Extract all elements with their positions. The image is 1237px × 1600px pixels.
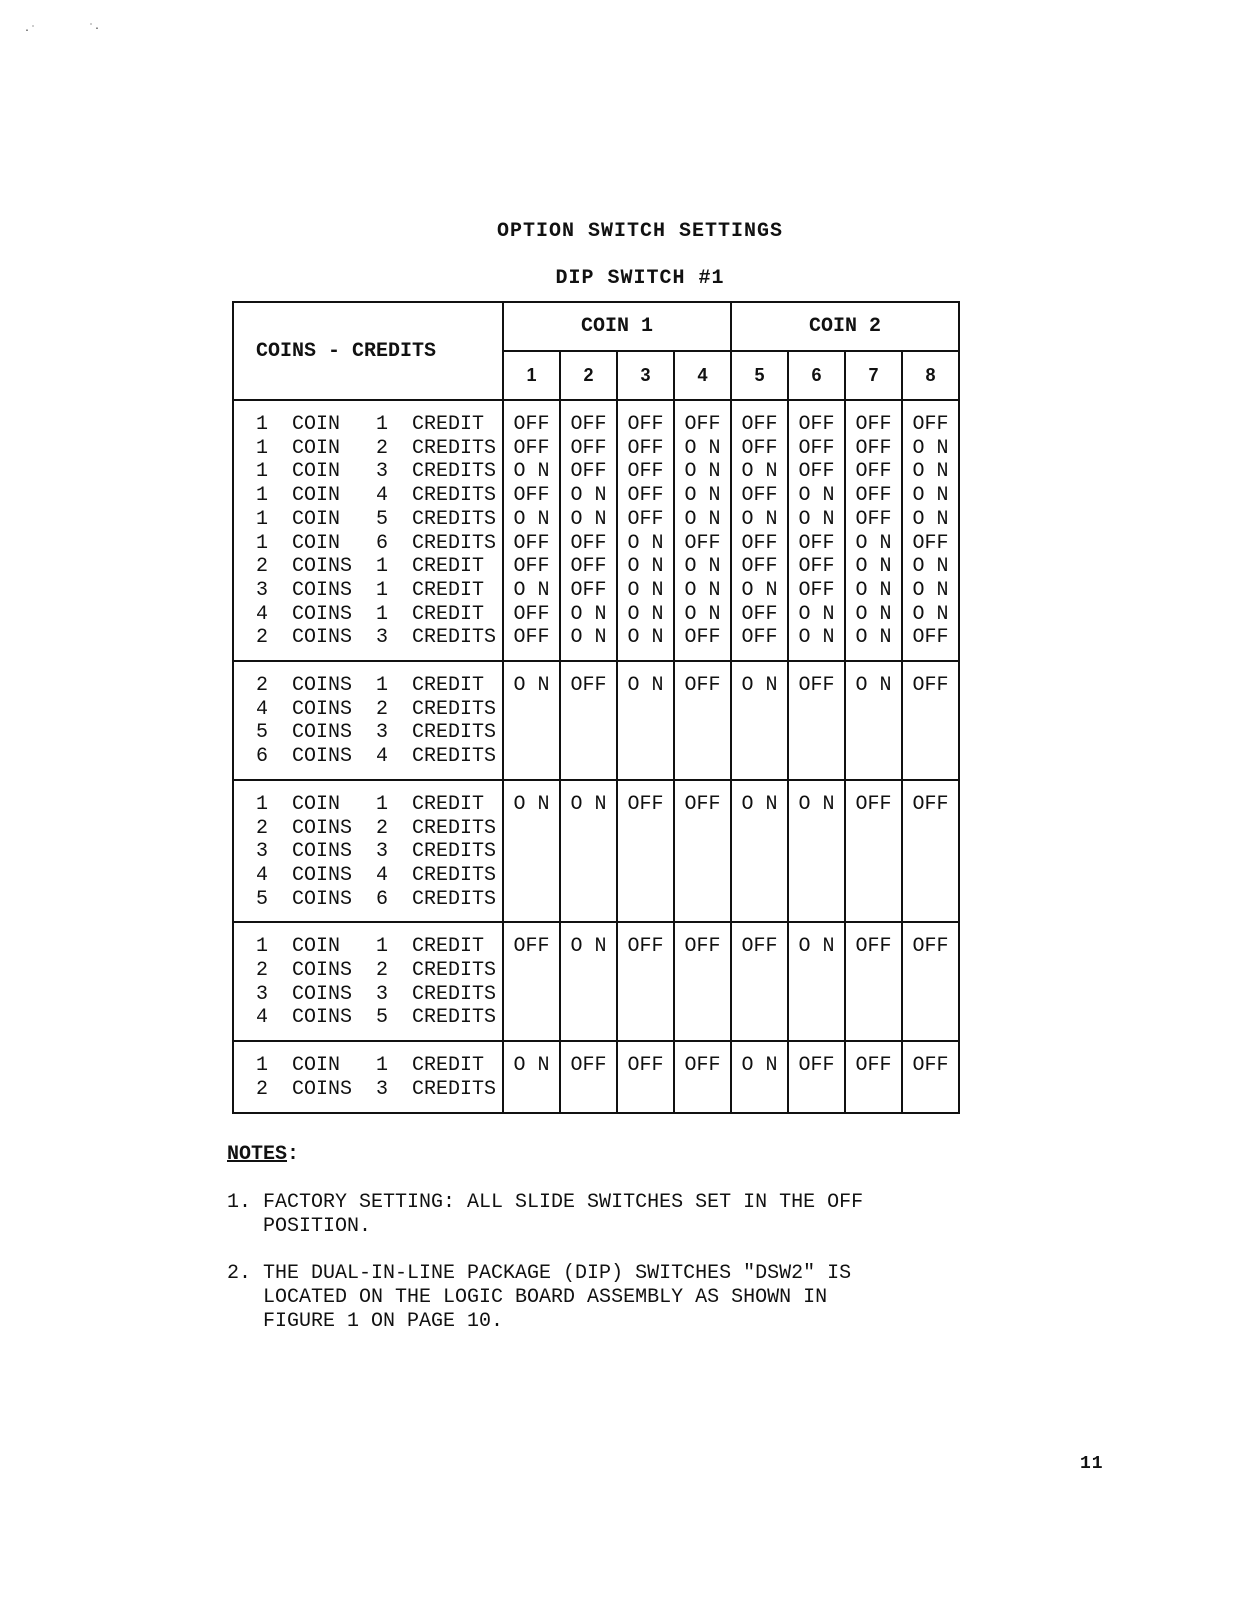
switch-6-cell — [788, 400, 845, 661]
switch-1-cell — [503, 400, 560, 661]
switch-setting: O N — [741, 1054, 778, 1078]
switch-setting: O N — [627, 555, 664, 579]
coins-credits-label: 2 COINS 3 CREDITS — [256, 1077, 497, 1101]
switch-setting: OFF — [741, 935, 778, 959]
switch-number-header: 5 — [731, 351, 788, 400]
switch-setting: O N — [912, 507, 949, 531]
coins-credits-label: 1 COIN 6 CREDITS — [256, 531, 497, 555]
coins-credits-header: COINS - CREDITS — [233, 302, 503, 400]
switch-4-cell — [674, 922, 731, 1041]
switch-setting: O N — [741, 792, 778, 816]
switch-setting: O N — [741, 674, 778, 698]
switch-4-cell — [674, 661, 731, 780]
switch-setting: OFF — [741, 626, 778, 650]
switch-setting: O N — [855, 555, 892, 579]
switch-6-cell — [788, 1041, 845, 1112]
switch-setting: OFF — [627, 792, 664, 816]
coins-credits-label: 2 COINS 2 CREDITS — [256, 816, 497, 840]
switch-setting: O N — [627, 602, 664, 626]
switch-setting: OFF — [855, 507, 892, 531]
switch-setting: OFF — [684, 674, 721, 698]
switch-setting: OFF — [570, 413, 607, 436]
switch-setting: O N — [684, 460, 721, 484]
switch-2-cell — [560, 661, 617, 780]
switch-setting: OFF — [855, 1054, 892, 1078]
switch-4-cell — [674, 1041, 731, 1112]
switch-8-cell — [902, 400, 959, 661]
switch-setting: OFF — [570, 460, 607, 484]
switch-setting: OFF — [570, 555, 607, 579]
switch-setting: O N — [513, 460, 550, 484]
coins-credits-label: 1 COIN 4 CREDITS — [256, 484, 497, 508]
switch-setting: O N — [855, 626, 892, 650]
switch-5-cell — [731, 780, 788, 923]
switch-setting: OFF — [627, 413, 664, 436]
switch-7-cell — [845, 661, 902, 780]
coins-credits-cell — [233, 922, 503, 1041]
switch-setting: OFF — [741, 484, 778, 508]
switch-setting: OFF — [798, 531, 835, 555]
coins-credits-cell — [233, 1041, 503, 1112]
coins-credits-cell — [233, 661, 503, 780]
switch-setting: OFF — [627, 436, 664, 460]
switch-setting: OFF — [513, 935, 550, 959]
switch-setting: O N — [570, 626, 607, 650]
switch-setting: O N — [570, 602, 607, 626]
coin-1-header: COIN 1 — [503, 302, 731, 351]
switch-5-cell — [731, 400, 788, 661]
switch-setting: OFF — [741, 555, 778, 579]
switch-setting: O N — [912, 460, 949, 484]
switch-setting: OFF — [912, 792, 949, 816]
table-row-group — [233, 400, 959, 661]
switch-setting: OFF — [798, 436, 835, 460]
switch-setting: OFF — [513, 484, 550, 508]
switch-number-header: 6 — [788, 351, 845, 400]
coins-credits-label: 2 COINS 1 CREDIT — [256, 674, 485, 698]
switch-3-cell — [617, 400, 674, 661]
switch-1-cell — [503, 780, 560, 923]
switch-setting: OFF — [912, 626, 949, 650]
switch-setting: O N — [741, 507, 778, 531]
coins-credits-label: 3 COINS 3 CREDITS — [256, 840, 497, 864]
switch-6-cell — [788, 780, 845, 923]
switch-setting: O N — [570, 935, 607, 959]
coins-credits-label: 2 COINS 2 CREDITS — [256, 959, 497, 983]
note-item: 2. THE DUAL-IN-LINE PACKAGE (DIP) SWITCHES "DSW2" IS LOCATED ON THE LOGIC BOARD ASSEMBLY AS SHOWN IN FIGURE 1 ON PAGE 10. — [227, 1262, 852, 1333]
switch-setting: OFF — [912, 1054, 949, 1078]
switch-setting: O N — [798, 484, 835, 508]
switch-setting: OFF — [627, 507, 664, 531]
switch-number-header: 8 — [902, 351, 959, 400]
switch-setting: OFF — [570, 578, 607, 602]
switch-setting: OFF — [741, 531, 778, 555]
switch-setting: O N — [912, 602, 949, 626]
switch-setting: OFF — [798, 674, 835, 698]
switch-number-header: 1 — [503, 351, 560, 400]
table-row-group — [233, 780, 959, 923]
switch-setting: O N — [684, 602, 721, 626]
coins-credits-label: 4 COINS 2 CREDITS — [256, 697, 497, 721]
switch-setting: OFF — [798, 578, 835, 602]
switch-7-cell — [845, 780, 902, 923]
switch-setting: OFF — [684, 413, 721, 436]
switch-setting: O N — [855, 602, 892, 626]
switch-setting: O N — [855, 674, 892, 698]
switch-setting: OFF — [627, 1054, 664, 1078]
switch-setting: O N — [570, 484, 607, 508]
switch-2-cell — [560, 400, 617, 661]
notes-heading — [227, 1143, 299, 1166]
switch-1-cell — [503, 661, 560, 780]
coin-2-header: COIN 2 — [731, 302, 959, 351]
switch-4-cell — [674, 780, 731, 923]
coins-credits-label: 4 COINS 5 CREDITS — [256, 1006, 497, 1030]
switch-setting: O N — [627, 626, 664, 650]
switch-5-cell — [731, 1041, 788, 1112]
notes-heading-colon: : — [287, 1143, 300, 1166]
scan-speck: ·˙ — [24, 26, 37, 37]
switch-setting: O N — [513, 507, 550, 531]
coins-credits-label: 2 COINS 1 CREDIT — [256, 555, 485, 579]
switch-setting: OFF — [684, 626, 721, 650]
coins-credits-label: 1 COIN 1 CREDIT — [256, 1054, 485, 1078]
switch-3-cell — [617, 922, 674, 1041]
note-item: 1. FACTORY SETTING: ALL SLIDE SWITCHES SET IN THE OFF POSITION. — [227, 1191, 864, 1238]
switch-1-cell — [503, 1041, 560, 1112]
coins-credits-label: 6 COINS 4 CREDITS — [256, 745, 497, 769]
switch-7-cell — [845, 1041, 902, 1112]
switch-8-cell — [902, 1041, 959, 1112]
switch-number-header: 2 — [560, 351, 617, 400]
switch-setting: OFF — [798, 413, 835, 436]
switch-setting: OFF — [513, 436, 550, 460]
coins-credits-label: 5 COINS 3 CREDITS — [256, 721, 497, 745]
coins-credits-label: 1 COIN 3 CREDITS — [256, 460, 497, 484]
switch-setting: OFF — [684, 531, 721, 555]
switch-setting: OFF — [627, 484, 664, 508]
switch-setting: OFF — [513, 531, 550, 555]
switch-setting: O N — [741, 460, 778, 484]
switch-setting: OFF — [855, 436, 892, 460]
switch-setting: OFF — [855, 413, 892, 436]
switch-setting: O N — [684, 484, 721, 508]
switch-setting: O N — [570, 507, 607, 531]
table-title: DIP SWITCH #1 — [555, 267, 725, 290]
switch-8-cell — [902, 780, 959, 923]
switch-setting: O N — [912, 578, 949, 602]
coins-credits-label: 1 COIN 5 CREDITS — [256, 507, 497, 531]
table-row-group — [233, 661, 959, 780]
coins-credits-label: 1 COIN 1 CREDIT — [256, 792, 485, 816]
switch-setting: O N — [684, 578, 721, 602]
notes-heading-text: NOTES — [227, 1143, 288, 1166]
switch-number-header: 7 — [845, 351, 902, 400]
coins-credits-label: 1 COIN 1 CREDIT — [256, 935, 485, 959]
switch-3-cell — [617, 661, 674, 780]
coins-credits-label: 4 COINS 1 CREDIT — [256, 602, 485, 626]
coins-credits-label: 1 COIN 1 CREDIT — [256, 413, 485, 436]
switch-2-cell — [560, 922, 617, 1041]
switch-setting: O N — [513, 674, 550, 698]
switch-setting: O N — [798, 935, 835, 959]
switch-setting: OFF — [855, 792, 892, 816]
switch-setting: OFF — [741, 602, 778, 626]
switch-setting: O N — [684, 436, 721, 460]
switch-setting: OFF — [627, 935, 664, 959]
switch-setting: OFF — [741, 413, 778, 436]
switch-8-cell — [902, 661, 959, 780]
switch-setting: OFF — [513, 555, 550, 579]
switch-setting: O N — [855, 531, 892, 555]
switch-5-cell — [731, 922, 788, 1041]
switch-4-cell — [674, 400, 731, 661]
switch-setting: OFF — [798, 555, 835, 579]
switch-setting: O N — [798, 626, 835, 650]
coins-credits-label: 5 COINS 6 CREDITS — [256, 887, 497, 911]
coins-credits-label: 3 COINS 3 CREDITS — [256, 982, 497, 1006]
coins-credits-label: 1 COIN 2 CREDITS — [256, 436, 497, 460]
switch-setting: OFF — [627, 460, 664, 484]
switch-setting: O N — [798, 507, 835, 531]
switch-setting: O N — [855, 578, 892, 602]
switch-setting: O N — [684, 507, 721, 531]
switch-setting: O N — [912, 484, 949, 508]
switch-setting: O N — [912, 436, 949, 460]
switch-setting: OFF — [684, 1054, 721, 1078]
switch-setting: OFF — [513, 626, 550, 650]
page-title: OPTION SWITCH SETTINGS — [496, 220, 784, 243]
switch-number-header: 3 — [617, 351, 674, 400]
switch-setting: O N — [912, 555, 949, 579]
switch-7-cell — [845, 922, 902, 1041]
dip-switch-table — [232, 301, 960, 1114]
table-row-group — [233, 922, 959, 1041]
switch-setting: O N — [627, 674, 664, 698]
switch-3-cell — [617, 1041, 674, 1112]
coins-credits-label: 4 COINS 4 CREDITS — [256, 863, 497, 887]
switch-2-cell — [560, 1041, 617, 1112]
coins-credits-label: 2 COINS 3 CREDITS — [256, 626, 497, 650]
switch-2-cell — [560, 780, 617, 923]
switch-setting: OFF — [855, 484, 892, 508]
switch-setting: O N — [741, 578, 778, 602]
switch-setting: OFF — [684, 792, 721, 816]
switch-number-header: 4 — [674, 351, 731, 400]
switch-setting: O N — [570, 792, 607, 816]
switch-setting: O N — [513, 1054, 550, 1078]
switch-6-cell — [788, 922, 845, 1041]
switch-setting: OFF — [570, 1054, 607, 1078]
switch-3-cell — [617, 780, 674, 923]
switch-setting: OFF — [912, 674, 949, 698]
switch-setting: OFF — [912, 531, 949, 555]
switch-setting: OFF — [912, 413, 949, 436]
switch-setting: O N — [798, 602, 835, 626]
switch-1-cell — [503, 922, 560, 1041]
coins-credits-cell — [233, 780, 503, 923]
coins-credits-label: 3 COINS 1 CREDIT — [256, 578, 485, 602]
switch-8-cell — [902, 922, 959, 1041]
switch-setting: OFF — [798, 460, 835, 484]
switch-setting: OFF — [798, 1054, 835, 1078]
switch-setting: OFF — [513, 602, 550, 626]
switch-setting: OFF — [684, 935, 721, 959]
switch-setting: OFF — [570, 674, 607, 698]
switch-7-cell — [845, 400, 902, 661]
switch-setting: OFF — [513, 413, 550, 436]
switch-setting: OFF — [741, 436, 778, 460]
switch-setting: O N — [513, 792, 550, 816]
switch-setting: O N — [798, 792, 835, 816]
scan-speck: ˙· — [88, 24, 101, 35]
coins-credits-cell — [233, 400, 503, 661]
switch-setting: OFF — [855, 935, 892, 959]
switch-setting: OFF — [570, 436, 607, 460]
switch-6-cell — [788, 661, 845, 780]
switch-setting: O N — [684, 555, 721, 579]
switch-setting: O N — [627, 531, 664, 555]
table-row-group — [233, 1041, 959, 1112]
switch-setting: OFF — [855, 460, 892, 484]
switch-setting: OFF — [912, 935, 949, 959]
table-body — [233, 400, 959, 1113]
switch-setting: OFF — [570, 531, 607, 555]
switch-setting: O N — [627, 578, 664, 602]
switch-setting: O N — [513, 578, 550, 602]
switch-5-cell — [731, 661, 788, 780]
page-number: 11 — [1080, 1454, 1104, 1474]
